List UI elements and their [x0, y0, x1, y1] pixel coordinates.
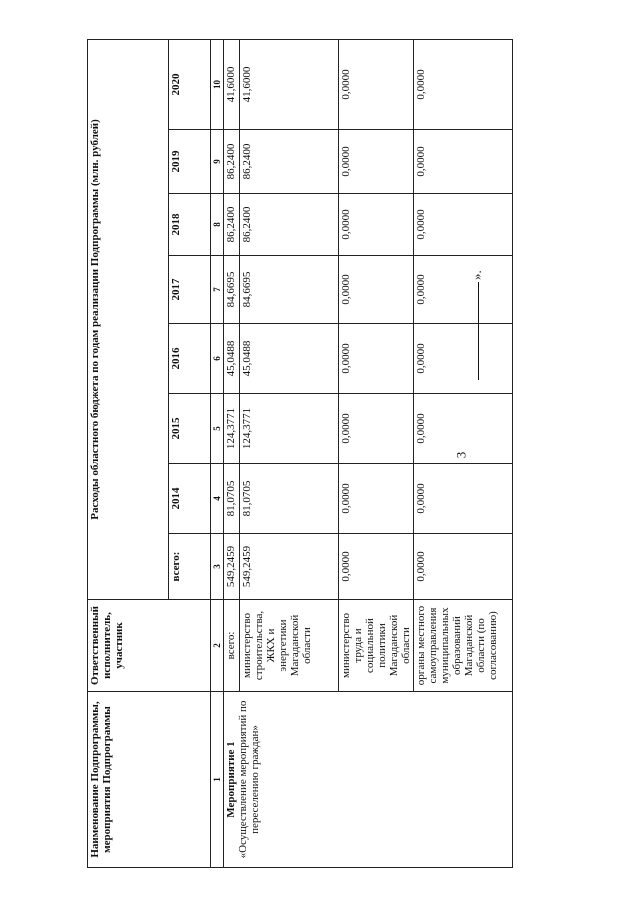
- value-cell: 41,6000: [224, 39, 240, 129]
- executor-cell: министерство строительства, ЖКХ и энергетики Магаданской области: [240, 600, 339, 692]
- value-cell: 84,6695: [224, 256, 240, 324]
- value-cell: 0,0000: [339, 130, 414, 194]
- value-cell: 549,2459: [224, 534, 240, 600]
- value-cell: 0,0000: [414, 464, 513, 534]
- value-cell: 124,3771: [240, 394, 339, 464]
- header-year-2015: 2015: [169, 394, 211, 464]
- value-cell: 0,0000: [339, 194, 414, 256]
- column-number: 8: [211, 194, 224, 256]
- executor-cell: всего:: [224, 600, 240, 692]
- value-cell: 41,6000: [240, 39, 339, 129]
- budget-table: [87, 39, 513, 868]
- header-year-2016: 2016: [169, 324, 211, 394]
- table-row: [224, 39, 240, 867]
- event-cell: [224, 692, 513, 868]
- value-cell: 84,6695: [240, 256, 339, 324]
- value-cell: 0,0000: [339, 256, 414, 324]
- page-number: 3: [453, 451, 469, 459]
- value-cell: 0,0000: [339, 464, 414, 534]
- value-cell: 45,0488: [224, 324, 240, 394]
- value-cell: 86,2400: [240, 194, 339, 256]
- event-description: «Осуществление мероприятий по переселению граждан»: [237, 700, 261, 859]
- header-year-2018: 2018: [169, 194, 211, 256]
- value-cell: 0,0000: [414, 394, 513, 464]
- value-cell: 86,2400: [224, 194, 240, 256]
- header-year-2017: 2017: [169, 256, 211, 324]
- value-cell: 0,0000: [414, 534, 513, 600]
- executor-cell: органы местного самоуправления муниципальных образований Магаданской области (по согласованию): [414, 600, 513, 692]
- header-year-2020: 2020: [169, 39, 211, 129]
- header-executor: Ответственный исполнитель, участник: [88, 600, 211, 692]
- header-total: всего:: [169, 534, 211, 600]
- value-cell: 0,0000: [414, 194, 513, 256]
- header-year-2014: 2014: [169, 464, 211, 534]
- value-cell: 81,0705: [240, 464, 339, 534]
- value-cell: 0,0000: [414, 256, 513, 324]
- header-expenses: Расходы областного бюджета по годам реализации Подпрограммы (млн. рублей): [88, 39, 169, 599]
- value-cell: 0,0000: [339, 394, 414, 464]
- column-number: 3: [211, 534, 224, 600]
- value-cell: 45,0488: [240, 324, 339, 394]
- budget-table-wrapper: [87, 40, 499, 868]
- value-cell: 124,3771: [224, 394, 240, 464]
- column-number: 4: [211, 464, 224, 534]
- event-title: Мероприятие 1: [225, 741, 237, 818]
- executor-cell: министерство труда и социальной политики Магаданской области: [339, 600, 414, 692]
- value-cell: 0,0000: [414, 39, 513, 129]
- column-number: 1: [211, 692, 224, 868]
- column-number: 10: [211, 39, 224, 129]
- value-cell: 549,2459: [240, 534, 339, 600]
- value-cell: 0,0000: [339, 39, 414, 129]
- value-cell: 86,2400: [224, 130, 240, 194]
- column-number: 7: [211, 256, 224, 324]
- header-year-2019: 2019: [169, 130, 211, 194]
- closing-quote: ».: [469, 270, 484, 280]
- column-number: 9: [211, 130, 224, 194]
- value-cell: 0,0000: [414, 324, 513, 394]
- column-number: 2: [211, 600, 224, 692]
- column-number: 6: [211, 324, 224, 394]
- column-number: 5: [211, 394, 224, 464]
- value-cell: 81,0705: [224, 464, 240, 534]
- value-cell: 0,0000: [339, 324, 414, 394]
- value-cell: 0,0000: [339, 534, 414, 600]
- value-cell: 0,0000: [414, 130, 513, 194]
- value-cell: 86,2400: [240, 130, 339, 194]
- header-name: Наименование Подпрограммы, мероприятия Подпрограммы: [88, 692, 211, 868]
